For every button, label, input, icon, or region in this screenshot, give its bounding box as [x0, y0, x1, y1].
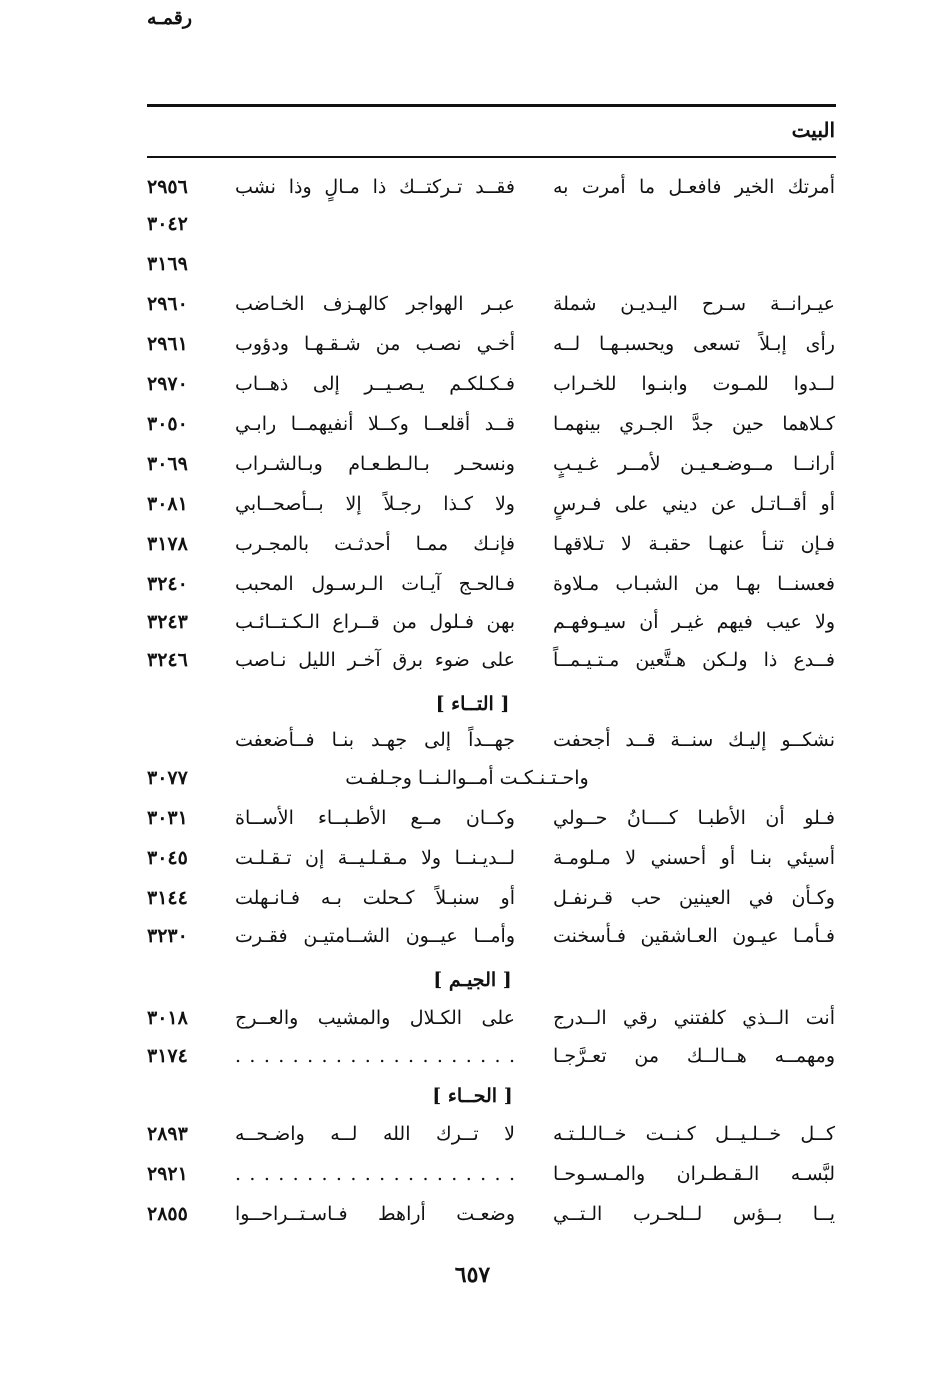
- verse-row: [0, 1116, 945, 1152]
- second-hemistich: لــديـنــا ولا مـقـلـيــة إن تـقـلـت: [235, 847, 515, 869]
- first-hemistich: لبَّسـه الـقـطـران والمـسـوحـا: [553, 1163, 835, 1185]
- header-rule: [147, 156, 836, 158]
- first-hemistich: فـإن تنـأ عنهـا حقبـة لا تـلاقهـا: [553, 533, 835, 555]
- verse-number: ٣١٤٤: [147, 887, 188, 909]
- second-hemistich: لا تــرك الله لــه واضـحــه: [235, 1123, 515, 1145]
- first-hemistich: كـلاهما حين جدَّ الجـري بينهمـا: [553, 413, 835, 435]
- second-hemistich: فقــد تـركتــك ذا مـالٍ وذا نشب: [235, 176, 515, 198]
- verse-number: ٢٩٦٠: [147, 293, 188, 315]
- verse-row: [0, 1038, 945, 1074]
- second-hemistich-placeholder: . . . . . . . . . . . . . . . . . . . .: [235, 1163, 515, 1185]
- first-hemistich: يــا بــؤس لــلحـرب الـتــي: [553, 1203, 835, 1225]
- second-hemistich-placeholder: . . . . . . . . . . . . . . . . . . . .: [235, 1045, 515, 1067]
- verse-row: [0, 206, 945, 242]
- verse-row: [0, 1156, 945, 1192]
- first-hemistich: أرانــا مــوضـعـيـن لأمــر غـيـبٍ: [553, 453, 835, 475]
- verse-number: ٣٠٣١: [147, 807, 188, 829]
- second-hemistich: ولا كـذا رجـلاً إلا بــأصحــابي: [235, 493, 515, 515]
- verse-number: ٣٠٥٠: [147, 413, 188, 435]
- first-hemistich: أو أقــاتـل عن ديني على فـرسٍ: [553, 493, 835, 515]
- first-hemistich: فعسنــا بهـا من الشبـاب مـلاوة: [553, 573, 835, 595]
- number-column-header: رقمـه: [147, 7, 192, 29]
- first-hemistich: فــدع ذا ولـكن هـتَّعين مـتـيـمــاً: [553, 649, 835, 671]
- verse-row: [0, 880, 945, 916]
- verse-row: [0, 406, 945, 442]
- second-hemistich: فإنـك ممـا أحدثـت بالمجـرب: [235, 533, 515, 555]
- verse-number: ٣٠١٨: [147, 1007, 188, 1029]
- first-hemistich: أمرتك الخير فافعـل ما أمرت به: [553, 176, 835, 198]
- verse-number: ٣٠٧٧: [147, 767, 188, 789]
- verse-row: [0, 526, 945, 562]
- verse-number: ٢٩٢١: [147, 1163, 188, 1185]
- first-hemistich: ولا عيب فيهم غيـر أن سيـوفهـم: [553, 611, 835, 633]
- first-hemistich: نشكــو إليـك سنــة قــد أجحفت: [553, 729, 835, 751]
- second-hemistich: على ضوء برق آخـر الليل نـاصب: [235, 649, 515, 671]
- verse-row: [0, 169, 945, 205]
- verse-number: ٢٨٩٣: [147, 1123, 188, 1145]
- verse-number: ٣١٦٩: [147, 253, 188, 275]
- verse-row: [0, 486, 945, 522]
- verse-number: ٣٠٨١: [147, 493, 188, 515]
- second-hemistich: وأمــا عيــون الشــامتيـن فقـرت: [235, 925, 515, 947]
- verse-row: [0, 760, 945, 796]
- second-hemistich: فـكـلكـم يـصـيــر إلى ذهــاب: [235, 373, 515, 395]
- verse-row: [0, 604, 945, 640]
- second-hemistich: بهن فـلول من قــراع الـكـتــائـب: [235, 611, 515, 633]
- first-hemistich: أنت الــذي كلفتني رقي الــدرج: [553, 1007, 835, 1029]
- verse-row: [0, 840, 945, 876]
- verse-number: ٢٩٦١: [147, 333, 188, 355]
- first-hemistich: أسيئي بنـا أو أحسني لا مـلومـة: [553, 847, 835, 869]
- section-heading-jim: [ الجيـم ]: [433, 969, 512, 991]
- second-hemistich: جهــداً إلى جهـد بنـا فــأضعفت: [235, 729, 515, 751]
- second-hemistich: وكــان مــع الأطـبــاء الأســاة: [235, 807, 515, 829]
- verse-number: ٣٠٦٩: [147, 453, 188, 475]
- page-number: ٦٥٧: [454, 1262, 491, 1288]
- verse-number: ٢٩٧٠: [147, 373, 188, 395]
- top-rule: [147, 104, 836, 107]
- second-hemistich: فـالحـج آيـات الـرسـول المحبب: [235, 573, 515, 595]
- verse-number: ٢٩٥٦: [147, 176, 188, 198]
- second-hemistich: عبـر الهواجر كالهـزف الخـاضب: [235, 293, 515, 315]
- first-hemistich: فـأمـا عيـون العـاشقين فـأسخنت: [553, 925, 835, 947]
- verse-number: ٢٨٥٥: [147, 1203, 188, 1225]
- verse-row: [0, 326, 945, 362]
- verse-row: [0, 366, 945, 402]
- verse-number: ٣١٧٨: [147, 533, 188, 555]
- verse-row: [0, 1000, 945, 1036]
- section-heading-ta: [ التــاء ]: [435, 693, 510, 715]
- verse-row: [0, 800, 945, 836]
- first-hemistich: كــل خــلـيــل كـنــت خــالـلـتـه: [553, 1123, 835, 1145]
- verse-row: [0, 446, 945, 482]
- first-hemistich: عيـرانــة سـرح اليـديـن شملة: [553, 293, 835, 315]
- verse-number: ٣٢٤٦: [147, 649, 188, 671]
- verse-row: [0, 1196, 945, 1232]
- verse-row: [0, 246, 945, 282]
- first-hemistich: لــدوا للمـوت وابنـوا للخـراب: [553, 373, 835, 395]
- verse-number: ٣٢٤٠: [147, 573, 188, 595]
- second-hemistich: أخـي نصـب من شـقـهـا ودؤوب: [235, 333, 515, 355]
- verse-number: ٣٠٤٥: [147, 847, 188, 869]
- verse-row: [0, 286, 945, 322]
- first-hemistich: وكـأن في العينين حب قـرنفـل: [553, 887, 835, 909]
- second-hemistich: أو سنبـلاً كـحلت بـه فـانـهلت: [235, 887, 515, 909]
- second-hemistich: وضعـت أراهط فـاسـتــراحــوا: [235, 1203, 515, 1225]
- verse-row: [0, 642, 945, 678]
- verse-row: [0, 918, 945, 954]
- verse-number: ٣١٧٤: [147, 1045, 188, 1067]
- section-heading-ha: [ الحــاء ]: [432, 1085, 513, 1107]
- verse-row: [0, 722, 945, 758]
- first-hemistich: رأى إبـلاً تسعى ويحسبـهـا لــه: [553, 333, 835, 355]
- second-hemistich: ونسحـر بـالـطـعـام وبـالشـراب: [235, 453, 515, 475]
- verse-row: [0, 566, 945, 602]
- second-hemistich: على الكـلال والمشيب والعــرج: [235, 1007, 515, 1029]
- verse-column-header: البيت: [791, 118, 835, 142]
- first-hemistich: ومهمــه هــالــك من تعـرَّجـا: [553, 1045, 835, 1067]
- centered-hemistich: واحـتـنـكـت أمــوالـنــا وجـلفـت: [345, 767, 589, 789]
- second-hemistich: قــد أقلعــا وكــلا أنفيهمــا رابـي: [235, 413, 515, 435]
- verse-number: ٣٢٣٠: [147, 925, 188, 947]
- first-hemistich: فـلو أن الأطبـا كــــانُ حــولي: [553, 807, 835, 829]
- verse-number: ٣٢٤٣: [147, 611, 188, 633]
- verse-number: ٣٠٤٢: [147, 213, 188, 235]
